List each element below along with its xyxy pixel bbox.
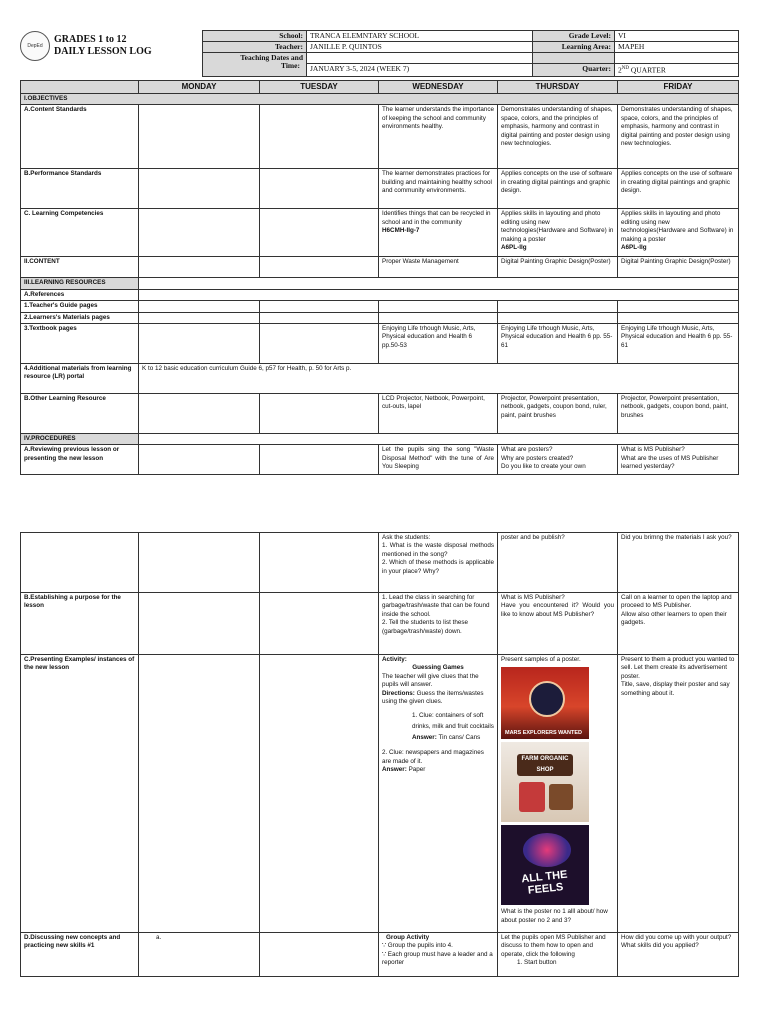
procedures-blank [139,434,739,445]
content-standards-thu: Demonstrates understanding of shapes, space, colors, and the principles of emphasis, harmony and contrast in digital painting and poster design using new technologies. [498,105,618,169]
learning-area-value: MAPEH [615,42,739,53]
teachers-guide-row [21,301,739,312]
learning-resources-row [21,278,739,289]
content-label: II.CONTENT [21,257,139,278]
other-resources-row [21,394,739,434]
learners-materials-thu [498,312,618,323]
reviewing-row [21,445,739,475]
content-standards-fri: Demonstrates understanding of shapes, space, colors, and the principles of emphasis, harmony and contrast in digital painting and poster design using new technologies. [618,105,739,169]
poster-image-3: ALL THE FEELS [501,825,589,905]
additional-materials-value: K to 12 basic education curriculum Guide 6, p57 for Health, p. 50 for Arts p. [139,364,739,394]
content-standards-mon [139,105,260,169]
learners-materials-label: 2.Learners's Materials pages [21,312,139,323]
other-resources-tue [260,394,379,434]
reviewing-cont-tue [260,533,379,593]
title-line-1: GRADES 1 to 12 [54,34,127,45]
teachers-guide-tue [260,301,379,312]
content-thu: Digital Painting Graphic Design(Poster) [498,257,618,278]
content-standards-wed: The learner understands the importance of keeping the school and community environments healthy. [379,105,498,169]
learners-materials-wed [379,312,498,323]
deped-seal-icon: DepEd [20,31,50,61]
textbook-thu: Enjoying Life trhough Music, Arts, Physical education and Health 6 pp. 55-61 [498,324,618,364]
textbook-row [21,324,739,364]
performance-standards-fri: Applies concepts on the use of software in creating digital paintings and graphic design. [618,169,739,209]
performance-standards-label: B.Performance Standards [21,169,139,209]
other-resources-fri: Projector, Powerpoint presentation, netbook, gadgets, coupon bond, paint, brushes [618,394,739,434]
content-mon [139,257,260,278]
reviewing-cont-fri: Did you brimng the materials I ask you? [618,533,739,593]
other-resources-label: B.Other Learning Resource [21,394,139,434]
textbook-label: 3.Textbook pages [21,324,139,364]
competencies-mon [139,209,260,257]
references-blank [139,289,739,300]
other-resources-thu: Projector, Powerpoint presentation, netbook, gadgets, coupon bond, ruler, paint, paint brushes [498,394,618,434]
day-header-wednesday: WEDNESDAY [379,81,498,94]
content-row [21,257,739,278]
reviewing-tue [260,445,379,475]
learners-materials-fri [618,312,739,323]
presenting-row [21,655,739,933]
lesson-log-table-page-2 [20,532,739,977]
header-blank-cell [533,53,615,64]
reviewing-thu: What are posters? Why are posters created? Do you like to create your own [498,445,618,475]
day-header-friday: FRIDAY [618,81,739,94]
procedures-heading: IV.PROCEDURES [21,434,139,445]
day-header-blank [21,81,139,94]
clue-2: 2. Clue: newspapers and magazines are made of it. [382,749,484,765]
references-row [21,289,739,300]
establishing-mon [139,593,260,655]
presenting-fri: Present to them a product you wanted to sell. Let them create its advertisement poster. Title, save, display their poster and say something about it. [618,655,739,933]
day-header-monday: MONDAY [139,81,260,94]
content-standards-tue [260,105,379,169]
quarter-label: Quarter: [533,64,615,77]
content-standards-row [21,105,739,169]
performance-standards-thu: Applies concepts on the use of software in creating digital paintings and graphic design. [498,169,618,209]
establishing-tue [260,593,379,655]
clue-1: 1. Clue: containers of soft drinks, milk and fruit cocktails Answer: Tin cans/ Cans [412,712,494,742]
other-resources-wed: LCD Projector, Netbook, Powerpoint, cut-outs, lapel [379,394,498,434]
learners-materials-mon [139,312,260,323]
competencies-label: C. Learning Competencies [21,209,139,257]
school-value: TRANCA ELEMNTARY SCHOOL [307,31,533,42]
teachers-guide-fri [618,301,739,312]
textbook-fri: Enjoying Life trhough Music, Arts, Physical education and Health 6 pp. 55-61 [618,324,739,364]
day-header-thursday: THURSDAY [498,81,618,94]
lesson-log-table-page-1 [20,80,739,475]
competencies-thu: Applies skills in layouting and photo editing using new technologies(Hardware and Software) in making a poster A6PL-IIg [498,209,618,257]
competency-code-wed: H6CMH-IIg-7 [382,227,420,235]
reviewing-cont-thu: poster and be publish? [498,533,618,593]
reviewing-wed: Let the pupils sing the song "Waste Disposal Method" with the tune of Are You Sleeping [379,445,498,475]
time-label: Time: [280,61,300,70]
teaching-dates-value: JANUARY 3-5, 2024 (WEEK 7) [307,64,533,77]
header-blank-cell-2 [615,53,739,64]
textbook-tue [260,324,379,364]
day-header-row [21,81,739,94]
presenting-wed: Activity: Guessing Games The teacher will give clues that the pupils will answer. Directions: Guess the items/wastes using the given clues. 1. Clue: containers of soft drinks, milk and fruit cocktails Answer: Tin cans/ Cans 2. Clue: newspapers and magazines are made of it. Answer: Paper [379,655,498,933]
performance-standards-mon [139,169,260,209]
establishing-row [21,593,739,655]
discussing-wed: Group Activity ∵ Group the pupils into 4. ∵ Each group must have a leader and a reporter [379,933,498,977]
competencies-wed: Identifies things that can be recycled in school and in the community H6CMH-IIg-7 [379,209,498,257]
learners-materials-tue [260,312,379,323]
grade-level-value: VI [615,31,739,42]
establishing-thu: What is MS Publisher? Have you encountered it? Would you like to know about MS Publisher? [498,593,618,655]
title-line-2: DAILY LESSON LOG [54,46,152,57]
competencies-tue [260,209,379,257]
learning-resources-blank [139,278,739,289]
teaching-dates-label: Teaching Dates and [203,53,307,77]
bread-icon [549,784,573,810]
poster-image-1: MARS EXPLORERS WANTED [501,667,589,739]
teachers-guide-mon [139,301,260,312]
reviewing-fri: What is MS Publisher? What are the uses of MS Publisher learned yesterday? [618,445,739,475]
objectives-heading: I.OBJECTIVES [21,94,739,105]
reviewing-mon [139,445,260,475]
teaching-dates-blank [307,53,533,64]
reviewing-label: A.Reviewing previous lesson or presenting the new lesson [21,445,139,475]
poster-image-2: FARM ORGANIC SHOP [501,742,589,822]
reviewing-cont-mon [139,533,260,593]
presenting-tue [260,655,379,933]
teacher-label: Teacher: [203,42,307,53]
discussing-fri: How did you come up with your output? What skills did you applied? [618,933,739,977]
discussing-mon: a. [139,933,260,977]
competency-code-fri: A6PL-IIg [621,244,647,252]
characters-icon [523,833,571,867]
discussing-row [21,933,739,977]
grade-level-label: Grade Level: [533,31,615,42]
additional-materials-label: 4.Additional materials from learning resource (LR) portal [21,364,139,394]
teachers-guide-label: 1.Teacher's Guide pages [21,301,139,312]
competencies-row [21,209,739,257]
content-tue [260,257,379,278]
learners-materials-row [21,312,739,323]
content-standards-label: A.Content Standards [21,105,139,169]
teacher-value: JANILLE P. QUINTOS [307,42,533,53]
quarter-value: 2ND QUARTER [615,64,739,77]
references-label: A.References [21,289,139,300]
deped-logo [20,31,50,61]
procedures-row [21,434,739,445]
astronaut-helmet-icon [529,681,565,717]
presenting-thu: Present samples of a poster. MARS EXPLORERS WANTED FARM ORGANIC SHOP ALL THE FEELS What is the poster no 1 alll about/ how about poster no 2 and 3? [498,655,618,933]
teachers-guide-wed [379,301,498,312]
establishing-fri: Call on a learner to open the laptop and proceed to MS Publisher. Allow also other learners to open their gadgets. [618,593,739,655]
textbook-mon [139,324,260,364]
establishing-wed: 1. Lead the class in searching for garbage/trash/waste that can be found inside the school. 2. Tell the students to list these (garbage/trash/waste) down. [379,593,498,655]
content-wed: Proper Waste Management [379,257,498,278]
competencies-fri: Applies skills in layouting and photo editing using new technologies(Hardware and Software) in making a poster A6PL-IIg [618,209,739,257]
competency-code-thu: A6PL-IIg [501,244,527,252]
performance-standards-row [21,169,739,209]
objectives-row [21,94,739,105]
learning-area-label: Learning Area: [533,42,615,53]
reviewing-cont-label [21,533,139,593]
presenting-label: C.Presenting Examples/ instances of the new lesson [21,655,139,933]
discussing-label: D.Discussing new concepts and practicing new skills #1 [21,933,139,977]
learning-resources-heading: III.LEARNING RESOURCES [21,278,139,289]
discussing-tue [260,933,379,977]
day-header-tuesday: TUESDAY [260,81,379,94]
establishing-label: B.Establishing a purpose for the lesson [21,593,139,655]
discussing-thu: Let the pupils open MS Publisher and discuss to them how to open and operate, click the following 1. Start button [498,933,618,977]
reviewing-cont-row [21,533,739,593]
content-fri: Digital Painting Graphic Design(Poster) [618,257,739,278]
reviewing-cont-wed: Ask the students: 1. What is the waste disposal methods mentioned in the song? 2. Which of these methods is applicable in your place? Why? [379,533,498,593]
document-title [54,34,152,58]
other-resources-mon [139,394,260,434]
performance-standards-tue [260,169,379,209]
school-label: School: [203,31,307,42]
teachers-guide-thu [498,301,618,312]
textbook-wed: Enjoying Life trhough Music, Arts, Physical education and Health 6 pp.50-53 [379,324,498,364]
additional-materials-row [21,364,739,394]
performance-standards-wed: The learner demonstrates practices for building and maintaining healthy school and community environments. [379,169,498,209]
presenting-mon [139,655,260,933]
produce-icon [519,782,545,812]
